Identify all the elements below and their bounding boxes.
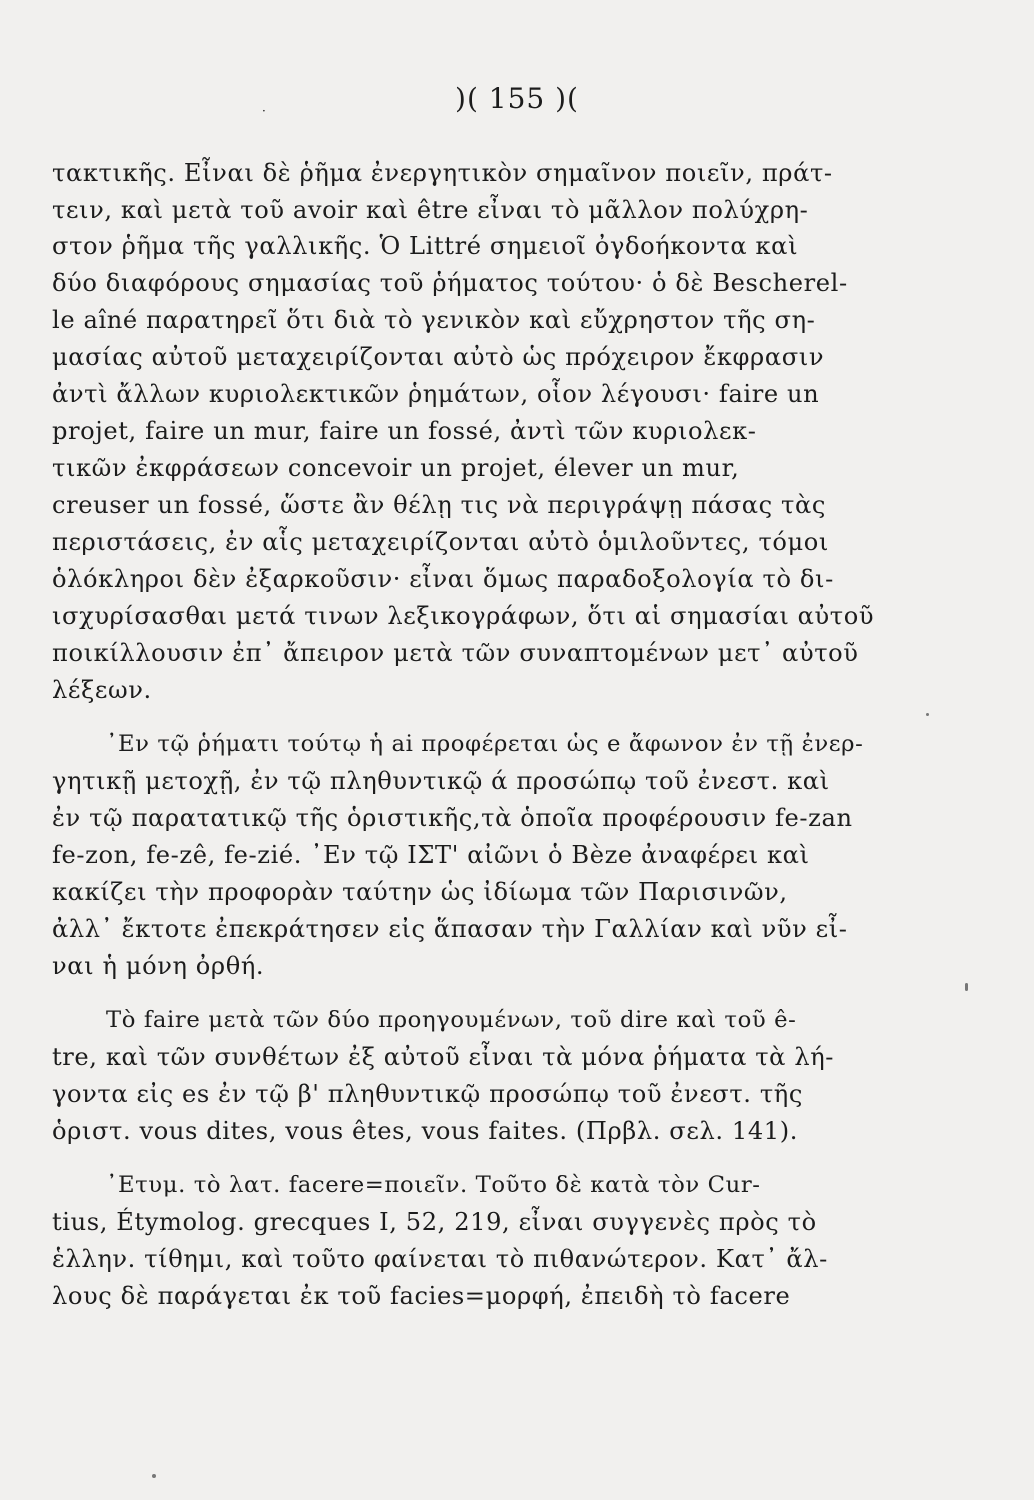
text-line: tius, Étymolog. grecques I, 52, 219, εἶναι συγγενὲς πρὸς τὸ — [52, 1208, 817, 1236]
text-line: λέξεων. — [52, 676, 152, 704]
text-line: fe-zon, fe-zê, fe-zié. ᾽Εν τῷ ΙΣΤ' αἰῶνι ὁ Bèze ἀναφέρει καὶ — [52, 841, 810, 869]
text-line: περιστάσεις, ἐν αἷς μεταχειρίζονται αὐτὸ ὁμιλοῦντες, τόμοι — [52, 528, 829, 556]
text-line: δύο διαφόρους σημασίας τοῦ ῥήματος τούτου· ὁ δὲ Bescherel- — [52, 269, 848, 297]
text-line: τειν, καὶ μετὰ τοῦ avoir καὶ être εἶναι τὸ μᾶλλον πολύχρη- — [52, 196, 809, 224]
header-dot: · — [262, 104, 267, 118]
text-line: ναι ἡ μόνη ὀρθή. — [52, 952, 265, 980]
text-line: ἀλλ᾽ ἔκτοτε ἐπεκράτησεν εἰς ἅπασαν τὴν Γαλλίαν καὶ νῦν εἶ- — [52, 915, 848, 943]
text-line: γητικῇ μετοχῇ, ἐν τῷ πληθυντικῷ ά προσώπῳ τοῦ ἐνεστ. καὶ — [52, 767, 830, 795]
text-line: τακτικῆς. Εἶναι δὲ ῥῆμα ἐνεργητικὸν σημαῖνον ποιεῖν, πράτ- — [52, 159, 833, 187]
text-line: μασίας αὐτοῦ μεταχειρίζονται αὐτὸ ὡς πρόχειρον ἔκφρασιν — [52, 343, 825, 371]
text-line: ᾽Εν τῷ ῥήματι τούτῳ ἡ ai προφέρεται ὡς e ἄφωνον ἐν τῇ ἐνερ- — [106, 731, 864, 757]
text-line: le aîné παρατηρεῖ ὅτι διὰ τὸ γενικὸν καὶ εὔχρηστον τῆς ση- — [52, 306, 816, 334]
page-number: )( 155 )( — [455, 82, 579, 115]
page-header — [0, 82, 1034, 118]
text-line: στον ῥῆμα τῆς γαλλικῆς. Ὁ Littré σημειοῖ ὀγδοήκοντα καὶ — [52, 232, 799, 260]
paper-speck — [926, 713, 929, 716]
text-line: ισχυρίσασθαι μετά τινων λεξικογράφων, ὅτι αἱ σημασίαι αὐτοῦ — [52, 602, 875, 630]
text-line: ἀντὶ ἄλλων κυριολεκτικῶν ῥημάτων, οἷον λέγουσι· faire un — [52, 380, 820, 408]
text-line: ἐν τῷ παρατατικῷ τῆς ὁριστικῆς,τὰ ὁποῖα προφέρουσιν fe-zan — [52, 804, 853, 832]
text-line: projet, faire un mur, faire un fossé, ἀντὶ τῶν κυριολεκ- — [52, 417, 757, 445]
text-line: τικῶν ἐκφράσεων concevoir un projet, élever un mur, — [52, 454, 740, 482]
paper-speck — [965, 983, 968, 991]
text-line: ποικίλλουσιν ἐπ᾽ ἄπειρον μετὰ τῶν συναπτομένων μετ᾽ αὐτοῦ — [52, 639, 859, 667]
text-line: λους δὲ παράγεται ἐκ τοῦ facies=μορφή, ἐπειδὴ τὸ facere — [52, 1282, 791, 1310]
paper-speck — [152, 1474, 156, 1478]
text-line: γοντα εἰς es ἐν τῷ β' πληθυντικῷ προσώπῳ τοῦ ἐνεστ. τῆς — [52, 1080, 803, 1108]
text-line: tre, καὶ τῶν συνθέτων ἐξ αὐτοῦ εἶναι τὰ μόνα ῥήματα τὰ λή- — [52, 1043, 835, 1071]
text-line: ὁλόκληροι δὲν ἐξαρκοῦσιν· εἶναι ὅμως παραδοξολογία τὸ δι- — [52, 565, 834, 593]
text-line: ὁριστ. vous dites, vous êtes, vous faites. (Πρβλ. σελ. 141). — [52, 1117, 799, 1145]
text-line: Τὸ faire μετὰ τῶν δύο προηγουμένων, τοῦ dire καὶ τοῦ ê- — [106, 1007, 797, 1033]
text-line: κακίζει τὴν προφορὰν ταύτην ὡς ἰδίωμα τῶν Παρισινῶν, — [52, 878, 788, 906]
text-line: ἑλλην. τίθημι, καὶ τοῦτο φαίνεται τὸ πιθανώτερον. Κατ᾽ ἄλ- — [52, 1245, 828, 1273]
text-line: creuser un fossé, ὥστε ἂν θέλῃ τις νὰ περιγράψῃ πάσας τὰς — [52, 491, 826, 519]
text-line: ᾽Ετυμ. τὸ λατ. facere=ποιεῖν. Τοῦτο δὲ κατὰ τὸν Cur- — [106, 1172, 761, 1198]
